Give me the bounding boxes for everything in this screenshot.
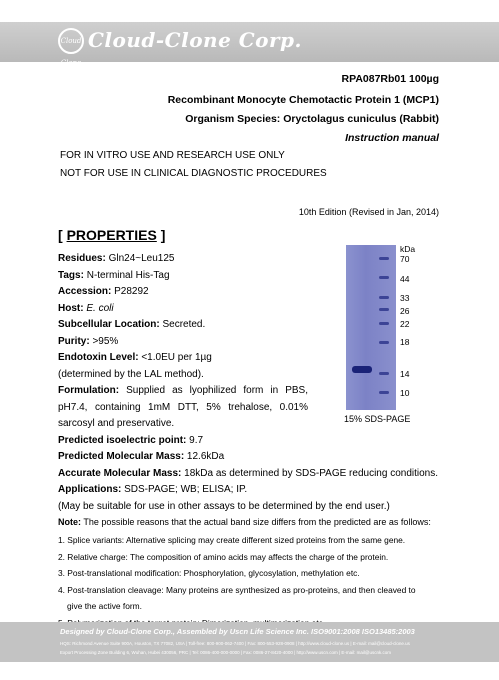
- marker-band-18: [379, 341, 389, 344]
- gel-marker-33: 33: [400, 293, 410, 303]
- gel-marker-22: 22: [400, 319, 410, 329]
- section-title-properties: [ PROPERTIES ]: [58, 227, 166, 243]
- gel-marker-14: 14: [400, 369, 410, 379]
- notice-clinical: NOT FOR USE IN CLINICAL DIAGNOSTIC PROCEDURES: [60, 168, 327, 179]
- prop-note: Note: The possible reasons that the actual band size differs from the predicted are as follows:: [58, 517, 431, 527]
- prop-formulation-line2: pH7.4, containing 1mM DTT, 5% trehalose, 0.01%: [58, 401, 308, 413]
- prop-purity: Purity: >95%: [58, 335, 119, 347]
- prop-formulation-line3: sarcosyl and preservative.: [58, 418, 175, 429]
- prop-applications: Applications: SDS-PAGE; WB; ELISA; IP.: [58, 484, 248, 495]
- note-item-3: 3. Post-translational modification: Phosphorylation, glycosylation, methylation etc.: [58, 568, 360, 578]
- edition: 10th Edition (Revised in Jan, 2014): [298, 207, 439, 217]
- gel-marker-10: 10: [400, 388, 410, 398]
- prop-may-be-suitable: (May be suitable for use in other assays to be determined by the end user.): [58, 500, 390, 512]
- gel-marker-26: 26: [400, 306, 410, 316]
- footer-address-cn: Export Processing Zone Building 6, Wuhan, Hubei 430056, PRC | Tel: 0086-400-000-0000 | Fax: 0086-27-8420-4000 | http://www.uscn.com | E-mail: mail@uscnk.com: [60, 650, 392, 655]
- prop-endotoxin-method: (determined by the LAL method).: [58, 368, 204, 380]
- marker-band-44: [379, 276, 389, 279]
- notes-list: [58, 532, 416, 631]
- prop-host: Host: E. coli: [58, 302, 114, 314]
- marker-band-14: [379, 372, 389, 375]
- note-item-1: 1. Splice variants: Alternative splicing may create different sized proteins from the same gene.: [58, 535, 406, 545]
- instruction-manual-label: Instruction manual: [345, 132, 439, 144]
- note-item-4: 4. Post-translation cleavage: Many proteins are synthesized as pro-proteins, and then cleaved to: [58, 584, 416, 595]
- prop-subcellular: Subcellular Location: Secreted.: [58, 319, 206, 330]
- prop-predicted-mass: Predicted Molecular Mass: 12.6kDa: [58, 451, 225, 462]
- gel-marker-70: 70: [400, 254, 410, 264]
- logo-icon: Cloud Clone: [58, 28, 84, 54]
- organism-species: Organism Species: Oryctolagus cuniculus (Rabbit): [185, 113, 439, 125]
- product-name: Recombinant Monocyte Chemotactic Protein 1 (MCP1): [167, 94, 439, 106]
- gel-caption: 15% SDS-PAGE: [344, 414, 411, 424]
- note-item-2: 2. Relative charge: The composition of amino acids may affects the charge of the protein.: [58, 551, 389, 562]
- prop-tags: Tags: N-terminal His-Tag: [58, 269, 170, 281]
- sample-band: [352, 366, 372, 373]
- properties-list: [58, 251, 308, 449]
- note-item-4-cont: give the active form.: [67, 601, 142, 611]
- prop-accession: Accession: P28292: [58, 286, 149, 297]
- footer-address-us: HQS: Richmond Avenue Suite 900A, Houston, TX 77082, USA | Toll-free: 800-900-062-7400 | Fax: 800-553-928-0908 | http://www.cloud-clone.us | E-mail: mail@cloud-clone.us: [60, 641, 410, 646]
- sds-page-gel-image: [346, 245, 396, 410]
- header-banner: [0, 22, 499, 67]
- prop-endotoxin: Endotoxin Level: <1.0EU per 1µg: [58, 352, 212, 363]
- notice-research: FOR IN VITRO USE AND RESEARCH USE ONLY: [60, 150, 285, 161]
- prop-residues: Residues: Gln24~Leu125: [58, 253, 175, 264]
- marker-band-26: [379, 308, 389, 311]
- gel-unit-label: kDa: [400, 244, 416, 254]
- marker-band-22: [379, 322, 389, 325]
- gel-marker-18: 18: [400, 337, 410, 347]
- marker-band-33: [379, 296, 389, 299]
- prop-formulation: Formulation: Supplied as lyophilized form in PBS,: [58, 385, 308, 396]
- marker-band-70: [379, 257, 389, 260]
- gel-marker-44: 44: [400, 274, 410, 284]
- company-name: Cloud-Clone Corp.: [88, 28, 303, 52]
- footer-banner: [0, 622, 499, 662]
- product-code: RPA087Rb01 100µg: [341, 73, 439, 85]
- prop-isoelectric-point: Predicted isoelectric point: 9.7: [58, 434, 204, 446]
- footer-credits: Designed by Cloud-Clone Corp., Assembled by Uscn Life Science Inc. ISO9001:2008 ISO13485:2003: [60, 627, 415, 636]
- marker-band-10: [379, 391, 389, 394]
- prop-accurate-mass: Accurate Molecular Mass: 18kDa as determined by SDS-PAGE reducing conditions.: [58, 467, 439, 479]
